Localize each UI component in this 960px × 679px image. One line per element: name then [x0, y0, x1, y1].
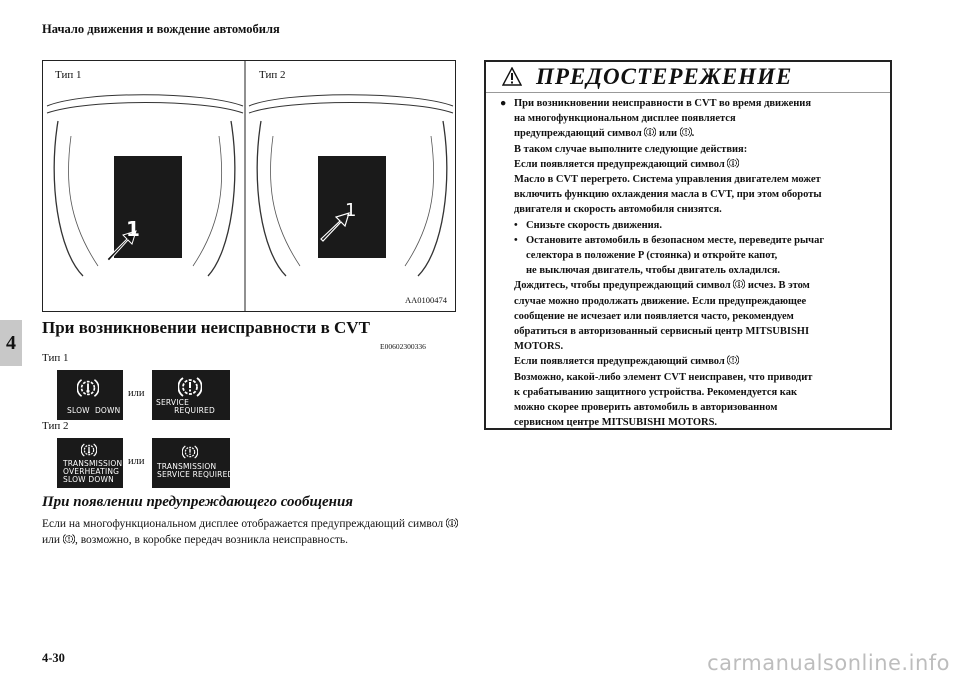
warning-bullet-cont: селектора в положение P (стоянка) и откройте капот,: [526, 250, 778, 262]
panel-text: TRANSMISSION OVERHEATING SLOW DOWN: [63, 459, 123, 484]
warning-line: обратиться в авторизованный сервисный центр MITSUBISHI: [514, 326, 810, 338]
transmission-temp-warning-icon: [81, 442, 97, 458]
page-number: 4-30: [42, 651, 65, 665]
warning-header: [486, 62, 890, 93]
warning-line: случае можно продолжать движение. Если предупреждающее: [514, 295, 807, 307]
dashboard-illustration: [43, 61, 455, 311]
transmission-fault-icon: [63, 533, 75, 545]
display-panel-overheating: [57, 438, 123, 488]
transmission-temp-warning-icon: [727, 157, 739, 169]
warning-bullet: Снизьте скорость движения.: [526, 219, 662, 231]
warning-bullet: Остановите автомобиль в безопасном месте, переведите рычаг: [526, 234, 825, 246]
transmission-fault-icon: [680, 126, 692, 138]
or-text: или: [128, 388, 145, 399]
body-text-2: , возможно, в коробке передач возникла неисправность.: [74, 534, 348, 546]
bullet-icon: •: [514, 219, 518, 231]
warning-title: ПРЕДОСТЕРЕЖЕНИЕ: [536, 64, 793, 89]
warning-line: Если появляется предупреждающий символ: [514, 158, 725, 170]
transmission-fault-icon: [182, 444, 198, 460]
callout-number-2: 1: [345, 200, 357, 221]
display-panel-service-required-type2: [152, 438, 234, 488]
or-text: или: [128, 456, 145, 467]
subsection-title: При появлении предупреждающего сообщения: [42, 494, 354, 510]
transmission-temp-warning-icon: [446, 517, 458, 529]
transmission-temp-warning-icon: [77, 377, 99, 399]
warning-line: Если появляется предупреждающий символ: [514, 356, 725, 368]
section-code: E00602300336: [380, 342, 426, 351]
warning-line: двигателя и скорость автомобиля снизятся.: [514, 204, 722, 216]
subsection-body: [42, 516, 462, 548]
warning-line: к срабатыванию защитного устройства. Рекомендуется как: [514, 386, 798, 398]
warning-line: сервисном центре MITSUBISHI MOTORS.: [514, 417, 718, 429]
warning-line: Дождитесь, чтобы предупреждающий символ: [514, 280, 731, 292]
panel-text: TRANSMISSION SERVICE REQUIRED: [157, 462, 234, 479]
warning-line: Возможно, какой-либо элемент CVT неисправен, что приводит: [514, 371, 813, 383]
figure-code: AA0100474: [404, 295, 447, 305]
transmission-temp-warning-icon: [733, 278, 745, 290]
running-header: Начало движения и вождение автомобиля: [42, 22, 280, 36]
warning-line: Масло в CVT перегрето. Система управления двигателем может: [514, 174, 821, 186]
warning-line: на многофункциональном дисплее появляется: [514, 113, 736, 125]
body-or: или: [42, 534, 61, 546]
panel-text: SLOW DOWN: [67, 406, 121, 415]
section-title: При возникновении неисправности в CVT: [42, 318, 370, 337]
body-text-1: Если на многофункциональном дисплее отображается предупреждающий символ: [42, 518, 444, 530]
transmission-temp-warning-icon: [644, 126, 656, 138]
warning-bullet-cont: не выключая двигатель, чтобы двигатель охладился.: [526, 265, 781, 277]
warning-line: можно скорее проверить автомобиль в авторизованном: [514, 402, 778, 414]
figure-type1-label: Тип 1: [55, 69, 82, 81]
warning-line: предупреждающий символ: [514, 128, 642, 140]
warning-line: исчез. В этом: [747, 280, 810, 292]
chapter-tab: 4: [0, 320, 22, 366]
warning-box: [484, 60, 892, 430]
warning-triangle-icon: [502, 67, 522, 86]
type1-label: Тип 1: [42, 352, 69, 364]
display-panel-slow-down: [57, 370, 123, 420]
bullet-icon: •: [514, 234, 518, 246]
dashboard-figure: [42, 60, 456, 312]
figure-type2-label: Тип 2: [259, 69, 286, 81]
warning-line: В таком случае выполните следующие действия:: [514, 143, 748, 155]
panel-text: SERVICE REQUIRED: [156, 398, 215, 415]
warning-line: При возникновении неисправности в CVT во время движения: [514, 98, 812, 109]
warning-period: .: [691, 128, 695, 140]
callout-number-1: 1: [126, 217, 140, 241]
transmission-fault-icon: [727, 354, 739, 366]
warning-or: или: [659, 128, 678, 140]
warning-body: [500, 96, 882, 430]
warning-line: включить функцию охлаждения масла в CVT, при этом обороты: [514, 189, 822, 201]
bullet-icon: ●: [500, 98, 507, 109]
transmission-fault-icon: [178, 375, 202, 399]
warning-line: сообщение не исчезает или появляется часто, рекомендуем: [514, 310, 794, 322]
display-panel-service-required: [152, 370, 230, 420]
warning-line: MOTORS.: [514, 341, 564, 353]
type2-label: Тип 2: [42, 420, 69, 432]
watermark: carmanualsonline.info: [707, 651, 950, 675]
